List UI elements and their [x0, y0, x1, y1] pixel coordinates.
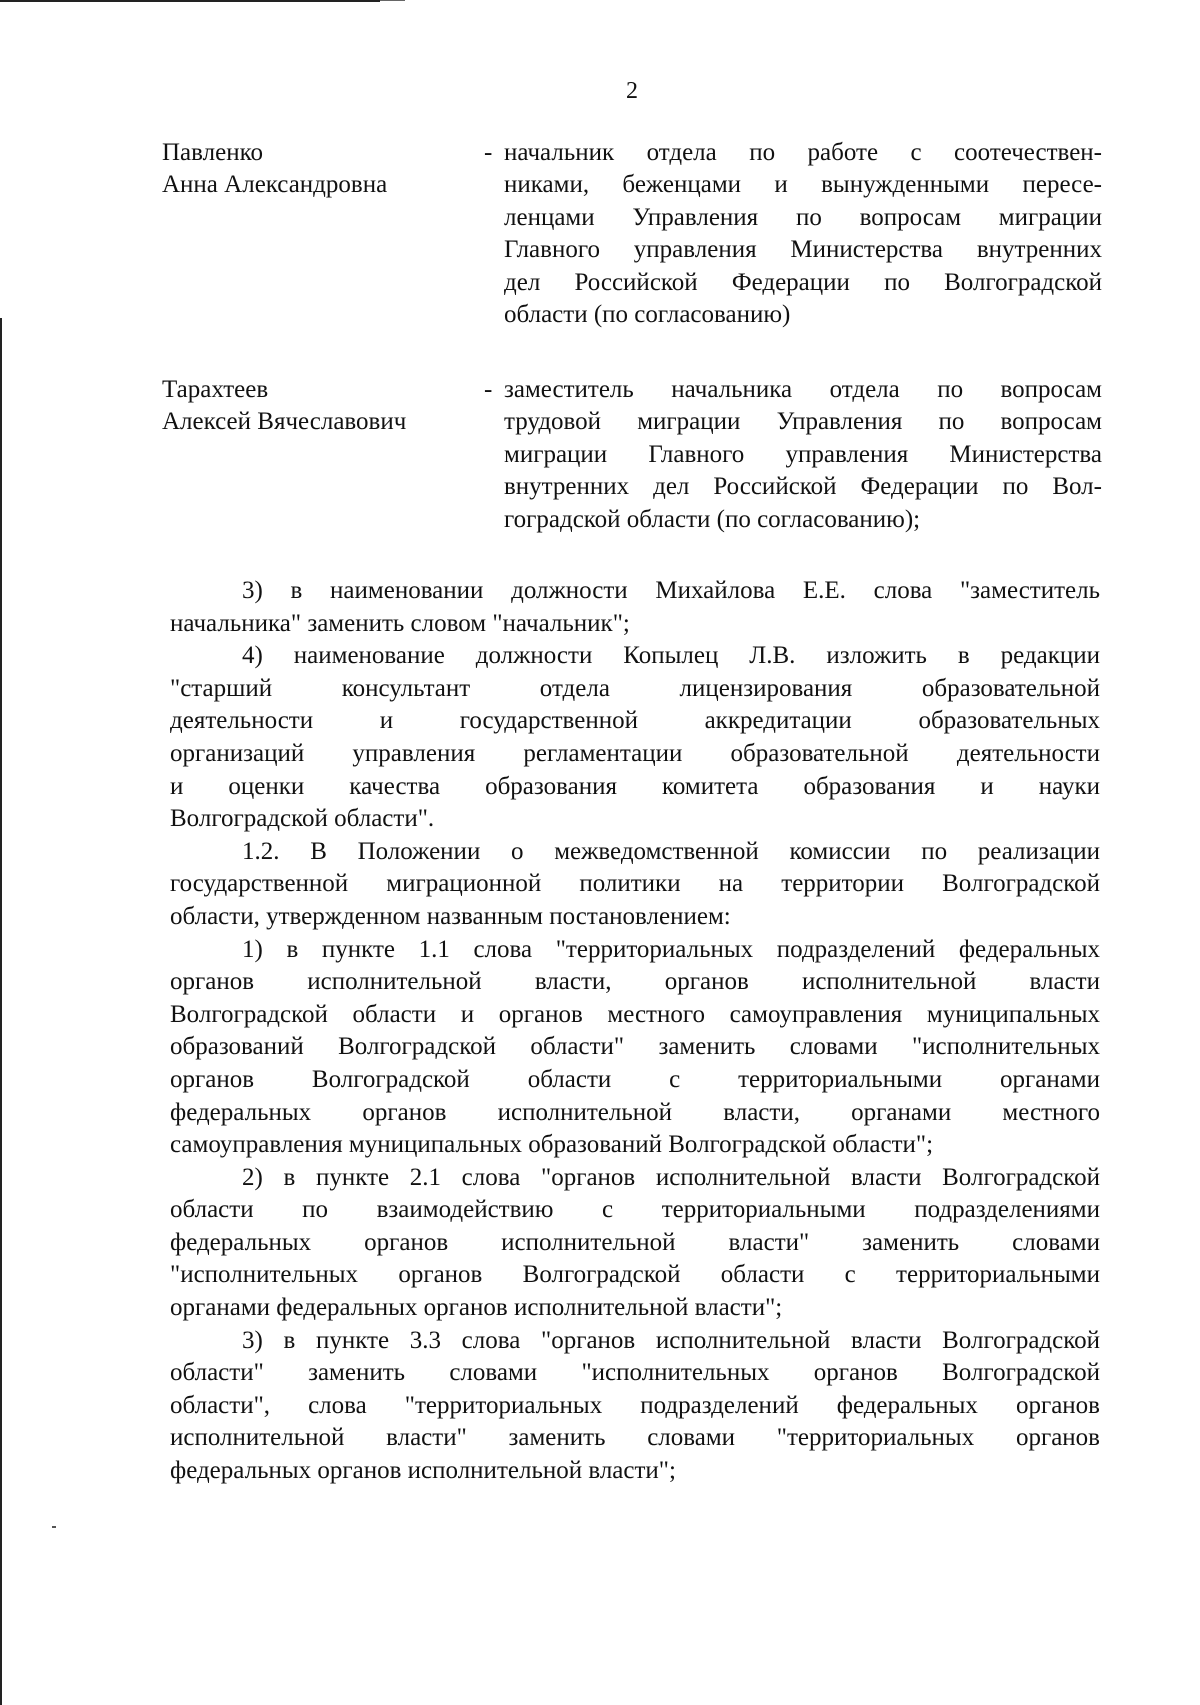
- paragraph-line: органами федеральных органов исполнительной власти";: [170, 1294, 783, 1322]
- paragraph-line: федеральных органов исполнительной власти" заменить словами: [170, 1228, 1100, 1256]
- paragraph-line: исполнительной власти" заменить словами "территориальных органов: [170, 1424, 1100, 1452]
- paragraph-line: Волгоградской области".: [170, 805, 435, 833]
- document-body: [170, 575, 1100, 1488]
- role-line: никами, беженцами и вынужденными пересе-: [504, 171, 1102, 199]
- paragraph-line: 1) в пункте 1.1 слова "территориальных подразделений федеральных: [242, 935, 1100, 963]
- paragraph-line: 3) в наименовании должности Михайлова Е.Е. слова "заместитель: [242, 577, 1100, 604]
- page-number: 2: [626, 78, 638, 104]
- scan-artifact-top: [0, 0, 380, 2]
- member-name: [162, 374, 462, 439]
- paragraph-line: Волгоградской области и органов местного самоуправления муниципальных: [170, 1000, 1100, 1028]
- paragraph-line: 3) в пункте 3.3 слова "органов исполнительной власти Волгоградской: [242, 1326, 1100, 1354]
- paragraph-line: области по взаимодействию с территориальными подразделениями: [170, 1196, 1100, 1224]
- paragraph-line: начальника" заменить словом "начальник";: [170, 609, 630, 637]
- paragraph-line: "исполнительных органов Волгоградской области с территориальными: [170, 1261, 1100, 1289]
- paragraph-line: самоуправления муниципальных образований Волгоградской области";: [170, 1131, 934, 1159]
- paragraph-line: государственной миграционной политики на территории Волгоградской: [170, 870, 1100, 898]
- scan-artifact-left-edge: [0, 318, 2, 1705]
- paragraph-line: образований Волгоградской области" заменить словами "исполнительных: [170, 1033, 1100, 1061]
- role-line: Главного управления Министерства внутренних: [504, 236, 1102, 264]
- paragraph-line: органов исполнительной власти, органов исполнительной власти: [170, 968, 1100, 996]
- role-line: внутренних дел Российской Федерации по Вол-: [504, 473, 1102, 501]
- role-line: гоградской области (по согласованию);: [504, 505, 921, 533]
- role-line: дел Российской Федерации по Волгоградской: [504, 268, 1102, 296]
- paragraph-line: федеральных органов исполнительной власти, органами местного: [170, 1098, 1100, 1126]
- member-surname: Павленко: [162, 139, 263, 166]
- member-surname: Тарахтеев: [162, 376, 269, 403]
- paragraph-line: деятельности и государственной аккредитации образовательных: [170, 707, 1100, 735]
- role-line: заместитель начальника отдела по вопросам: [504, 376, 1102, 403]
- paragraph-line: 4) наименование должности Копылец Л.В. изложить в редакции: [242, 642, 1100, 670]
- member-given-names: Алексей Вячеславович: [162, 408, 407, 436]
- member-name: [162, 137, 462, 202]
- paragraph-line: 2) в пункте 2.1 слова "органов исполнительной власти Волгоградской: [242, 1163, 1100, 1191]
- member-given-names: Анна Александровна: [162, 171, 388, 199]
- paragraph-line: области, утвержденном названным постановлением:: [170, 902, 731, 930]
- member-role: [504, 374, 1102, 536]
- paragraph-line: федеральных органов исполнительной власти";: [170, 1457, 676, 1485]
- role-line: миграции Главного управления Министерства: [504, 440, 1102, 468]
- paragraph-line: и оценки качества образования комитета образования и науки: [170, 772, 1100, 800]
- paragraph-line: органов Волгоградской области с территориальными органами: [170, 1065, 1100, 1093]
- member-dash: -: [484, 139, 493, 166]
- scan-artifact-top-2: [380, 0, 405, 1]
- paragraph-line: области" заменить словами "исполнительных органов Волгоградской: [170, 1359, 1100, 1387]
- paragraph-line: "старший консультант отдела лицензирования образовательной: [170, 674, 1100, 702]
- role-line: ленцами Управления по вопросам миграции: [504, 203, 1102, 231]
- role-line: трудовой миграции Управления по вопросам: [504, 408, 1102, 436]
- member-role: [504, 137, 1102, 331]
- paragraph-line: организаций управления регламентации образовательной деятельности: [170, 739, 1100, 767]
- role-line: начальник отдела по работе с соотечествен-: [504, 139, 1102, 166]
- paragraph-line: области", слова "территориальных подразделений федеральных органов: [170, 1391, 1100, 1419]
- member-dash: -: [484, 376, 493, 403]
- paragraph-line: 1.2. В Положении о межведомственной комиссии по реализации: [242, 837, 1100, 865]
- role-line: области (по согласованию): [504, 301, 791, 329]
- scan-artifact-dot: [52, 1526, 56, 1528]
